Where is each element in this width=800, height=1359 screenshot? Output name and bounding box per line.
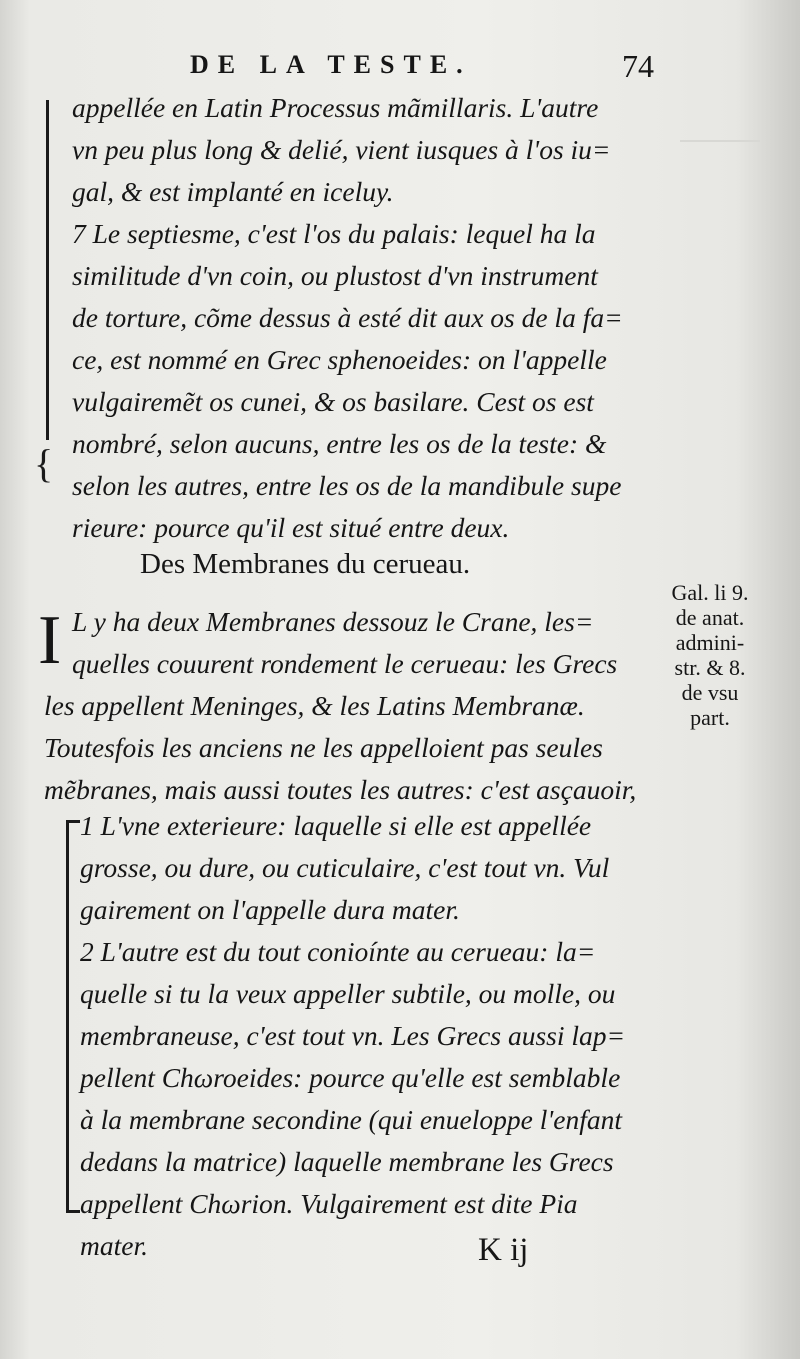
margin-note [660, 580, 760, 730]
text-line: L y ha deux Membranes dessouz le Crane, les= [72, 606, 594, 637]
text-line: de torture, cõme dessus à esté dit aux os de la fa= [72, 302, 623, 333]
running-title: DE LA TESTE. [190, 50, 472, 79]
text-line: les appellent Meninges, & les Latins Membranæ. [44, 690, 585, 721]
text-line: vulgairemẽt os cunei, & os basilare. Cest os est [72, 386, 594, 417]
text-line: selon les autres, entre les os de la mandibule supe [72, 470, 622, 501]
text-line: gal, & est implanté en iceluy. [72, 176, 394, 207]
margin-note-line: de anat. [675, 605, 745, 630]
margin-note-line: Gal. li 9. [671, 580, 749, 605]
text-line: appellent Chωrion. Vulgairement est dite Pia [80, 1188, 578, 1219]
margin-note-line: part. [690, 705, 730, 730]
text-line: nombré, selon aucuns, entre les os de la teste: & [72, 428, 607, 459]
text-line: grosse, ou dure, ou cuticulaire, c'est tout vn. Vul [80, 852, 610, 883]
text-line: Toutesfois les anciens ne les appelloient pas seules [44, 732, 603, 763]
margin-rule [46, 100, 49, 440]
text-line: quelles couurent rondement le cerueau: les Grecs [72, 648, 618, 679]
text-line: 7 Le septiesme, c'est l'os du palais: lequel ha la [72, 218, 596, 249]
text-line: dedans la matrice) laquelle membrane les Grecs [80, 1146, 614, 1177]
text-line: 1 L'vne exterieure: laquelle si elle est appellée [80, 810, 592, 841]
text-line: mẽbranes, mais aussi toutes les autres: c'est asçauoir, [44, 774, 637, 805]
text-line: quelle si tu la veux appeller subtile, ou molle, ou [80, 978, 616, 1009]
margin-note-line: admini- [675, 630, 745, 655]
text-line: gairement on l'appelle dura mater. [80, 894, 460, 925]
text-line: vn peu plus long & delié, vient iusques à l'os iu= [72, 134, 611, 165]
text-line: ce, est nommé en Grec sphenoeides: on l'appelle [72, 344, 607, 375]
text-line: pellent Chωroeides: pource qu'elle est semblable [80, 1062, 621, 1093]
folio-number: 74 [622, 48, 654, 84]
margin-note-line: str. & 8. [674, 655, 746, 680]
text-line: à la membrane secondine (qui enueloppe l'enfant [80, 1104, 622, 1135]
initial-letter: I [38, 602, 62, 679]
bracket-top-tick [66, 820, 80, 823]
signature-mark: K ij [478, 1232, 529, 1268]
text-line: membraneuse, c'est tout vn. Les Grecs aussi lap= [80, 1020, 626, 1051]
section-heading: Des Membranes du cerueau. [140, 548, 471, 580]
margin-brace: { [34, 441, 54, 486]
text-line: similitude d'vn coin, ou plustost d'vn instrument [72, 260, 598, 291]
text-line: mater. [80, 1230, 148, 1261]
bracket-bottom-tick [66, 1210, 80, 1213]
show-through [680, 140, 760, 172]
text-line: 2 L'autre est du tout conioínte au cerueau: la= [80, 936, 596, 967]
margin-note-line: de vsu [681, 680, 739, 705]
text-line: appellée en Latin Processus mãmillaris. L'autre [72, 92, 599, 123]
enumeration-bracket [66, 822, 69, 1212]
text-line: rieure: pource qu'il est situé entre deux. [72, 512, 510, 543]
